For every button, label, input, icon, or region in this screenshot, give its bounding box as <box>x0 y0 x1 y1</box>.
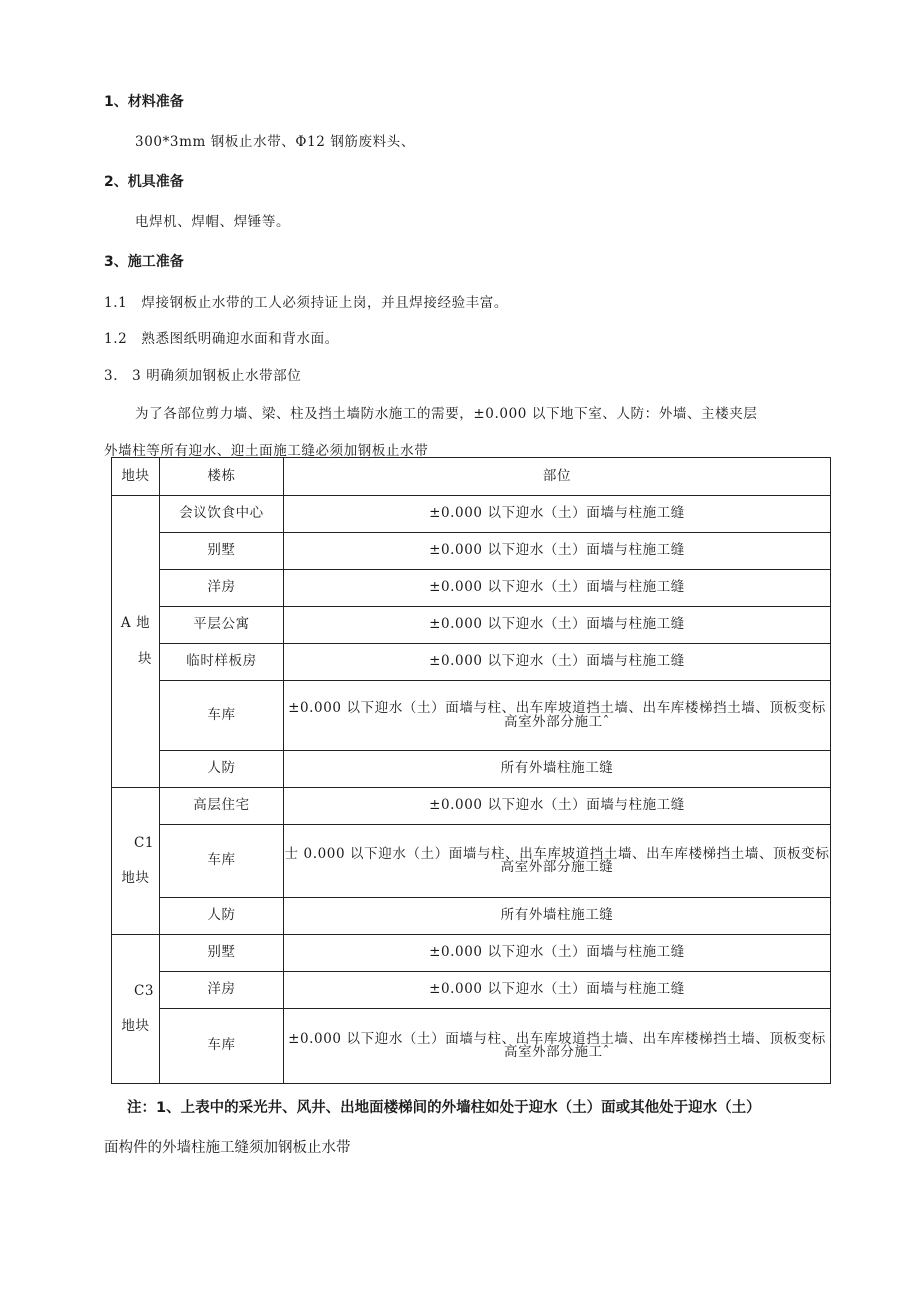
note-line-2: 面构件的外墙柱施工缝须加钢板止水带 <box>104 1140 351 1156</box>
location-cell: ±0.000 以下迎水（土）面墙与柱施工缝 <box>284 496 831 533</box>
location-cell: ±0.000 以下迎水（土）面墙与柱施工缝 <box>284 935 831 972</box>
block-c1-line-1: C1 <box>133 834 155 851</box>
block-a-line-2: 块 <box>137 650 153 667</box>
locations-table <box>111 457 831 1084</box>
header-block: 地块 <box>112 458 160 496</box>
table-row <box>112 644 831 681</box>
building-cell: 平层公寓 <box>160 607 284 644</box>
heading-materials: 1、材料准备 <box>104 94 184 110</box>
building-cell: 车库 <box>160 1009 284 1084</box>
table-row <box>112 1009 831 1084</box>
table-row <box>112 570 831 607</box>
table-row <box>112 607 831 644</box>
construction-item-1: 1.1 焊接钢板止水带的工人必须持证上岗，并且焊接经验丰富。 <box>104 295 508 311</box>
construction-paragraph-line-2: 外墙柱等所有迎水、迎土面施工缝必须加钢板止水带 <box>104 443 429 459</box>
heading-tools: 2、机具准备 <box>104 174 184 190</box>
table-row <box>112 496 831 533</box>
construction-item-2: 1.2 熟悉图纸明确迎水面和背水面。 <box>104 331 339 347</box>
header-building: 楼栋 <box>160 458 284 496</box>
heading-construction: 3、施工准备 <box>104 254 184 270</box>
note-line-1: 注：1、上表中的采光井、风井、出地面楼梯间的外墙柱如处于迎水（土）面或其他处于迎水（土） <box>127 1100 761 1116</box>
building-cell: 会议饮食中心 <box>160 496 284 533</box>
block-c3-line-1: C3 <box>133 982 155 999</box>
table-header-row <box>112 458 831 496</box>
building-cell: 洋房 <box>160 570 284 607</box>
location-cell: ±0.000 以下迎水（土）面墙与柱施工缝 <box>284 533 831 570</box>
location-cell: ±0.000 以下迎水（土）面墙与柱、出车库坡道挡土墙、出车库楼梯挡土墙、顶板变标高室外部分施工ˆ <box>284 1009 831 1084</box>
table-row <box>112 935 831 972</box>
table-row <box>112 533 831 570</box>
block-c1-line-2: 地块 <box>121 870 150 886</box>
table-row <box>112 751 831 788</box>
table-row <box>112 898 831 935</box>
table-row <box>112 825 831 898</box>
header-location: 部位 <box>284 458 831 496</box>
table-row <box>112 681 831 751</box>
location-cell: ±0.000 以下迎水（土）面墙与柱施工缝 <box>284 644 831 681</box>
location-cell: 所有外墙柱施工缝 <box>284 751 831 788</box>
block-a-cell <box>112 496 160 788</box>
table-row <box>112 788 831 825</box>
building-cell: 车库 <box>160 681 284 751</box>
building-cell: 别墅 <box>160 533 284 570</box>
block-a-line-1: A 地 <box>120 615 151 631</box>
table-row <box>112 972 831 1009</box>
tools-text: 电焊机、焊帽、焊锤等。 <box>135 214 291 230</box>
construction-item-3: 3. 3 明确须加钢板止水带部位 <box>104 368 302 384</box>
location-cell: 士 0.000 以下迎水（土）面墙与柱、出车库坡道挡土墙、出车库楼梯挡土墙、顶板变标高室外部分施工缝 <box>284 825 831 898</box>
block-c1-cell <box>112 788 160 935</box>
location-cell: ±0.000 以下迎水（土）面墙与柱施工缝 <box>284 607 831 644</box>
materials-text: 300*3mm 钢板止水带、Φ12 钢筋废料头、 <box>135 134 415 150</box>
building-cell: 人防 <box>160 751 284 788</box>
location-cell: ±0.000 以下迎水（土）面墙与柱、出车库坡道挡土墙、出车库楼梯挡土墙、顶板变标高室外部分施工ˆ <box>284 681 831 751</box>
building-cell: 高层住宅 <box>160 788 284 825</box>
location-cell: ±0.000 以下迎水（土）面墙与柱施工缝 <box>284 972 831 1009</box>
building-cell: 临时样板房 <box>160 644 284 681</box>
block-c3-line-2: 地块 <box>121 1018 150 1034</box>
building-cell: 别墅 <box>160 935 284 972</box>
location-cell: ±0.000 以下迎水（土）面墙与柱施工缝 <box>284 570 831 607</box>
location-cell: ±0.000 以下迎水（土）面墙与柱施工缝 <box>284 788 831 825</box>
building-cell: 车库 <box>160 825 284 898</box>
construction-paragraph-line-1: 为了各部位剪力墙、梁、柱及挡土墙防水施工的需要，±0.000 以下地下室、人防：外墙、主楼夹层 <box>135 406 758 422</box>
building-cell: 人防 <box>160 898 284 935</box>
building-cell: 洋房 <box>160 972 284 1009</box>
block-c3-cell <box>112 935 160 1084</box>
location-cell: 所有外墙柱施工缝 <box>284 898 831 935</box>
